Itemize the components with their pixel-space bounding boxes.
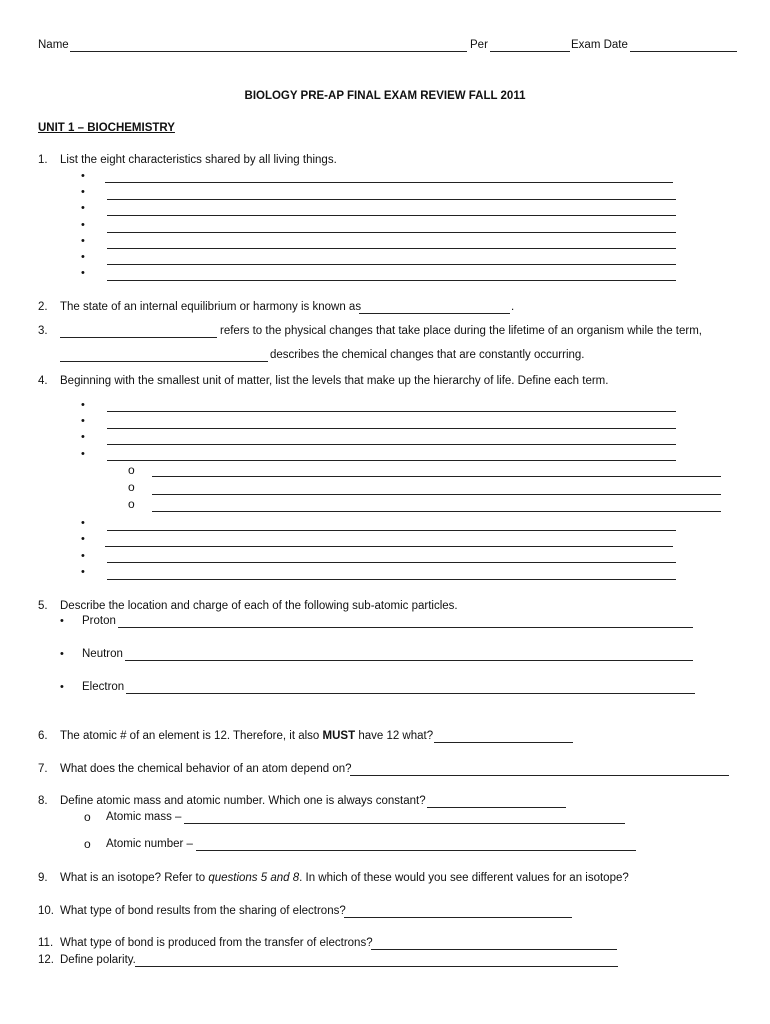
answer-line[interactable]: [105, 182, 673, 183]
bullet: •: [60, 681, 64, 693]
q7-text: What does the chemical behavior of an atom depend on?: [60, 763, 352, 775]
q3-blank-2[interactable]: [60, 361, 268, 362]
q5-text: Describe the location and charge of each of the following sub-atomic particles.: [60, 600, 458, 612]
answer-line[interactable]: [107, 428, 676, 429]
bullet: •: [81, 517, 85, 529]
q9-number: 9.: [38, 872, 48, 884]
q4-number: 4.: [38, 375, 48, 387]
q1-number: 1.: [38, 154, 48, 166]
q8-number: 8.: [38, 795, 48, 807]
answer-line[interactable]: [107, 199, 676, 200]
sub-bullet: o: [128, 480, 135, 494]
bullet: •: [60, 615, 64, 627]
bullet: •: [81, 550, 85, 562]
exam-date-label: Exam Date: [571, 39, 628, 51]
q8-text: Define atomic mass and atomic number. Which one is always constant?: [60, 795, 426, 807]
q6-emphasis: MUST: [322, 730, 356, 742]
per-blank[interactable]: [490, 51, 570, 52]
atomic-mass-blank[interactable]: [184, 823, 625, 824]
atomic-number-label: Atomic number –: [106, 838, 193, 850]
answer-line[interactable]: [107, 280, 676, 281]
q6-text-b: have 12 what?: [358, 730, 434, 742]
q2-number: 2.: [38, 301, 48, 313]
bullet: •: [81, 235, 85, 247]
answer-line[interactable]: [107, 460, 676, 461]
answer-line[interactable]: [107, 444, 676, 445]
bullet: •: [81, 186, 85, 198]
q3-text-a: refers to the physical changes that take place during the lifetime of an organism while the term,: [220, 325, 702, 337]
q4-text: Beginning with the smallest unit of matter, list the levels that make up the hierarchy of life. Define each term.: [60, 375, 609, 387]
atomic-number-blank[interactable]: [196, 850, 636, 851]
q3-text-b: describes the chemical changes that are constantly occurring.: [270, 349, 585, 361]
neutron-label: Neutron: [82, 648, 123, 660]
bullet: •: [60, 648, 64, 660]
q10-blank[interactable]: [344, 917, 572, 918]
name-blank[interactable]: [70, 51, 467, 52]
answer-line[interactable]: [107, 248, 676, 249]
answer-line[interactable]: [107, 579, 676, 580]
unit-heading: UNIT 1 – BIOCHEMISTRY: [38, 122, 175, 134]
bullet: •: [81, 219, 85, 231]
q7-number: 7.: [38, 763, 48, 775]
q2-period: .: [511, 301, 515, 313]
q8-blank[interactable]: [427, 807, 566, 808]
q2-blank[interactable]: [359, 313, 510, 314]
bullet: •: [81, 251, 85, 263]
sub-bullet: o: [128, 463, 135, 477]
q7-blank[interactable]: [350, 775, 729, 776]
bullet: •: [81, 448, 85, 460]
name-label: Name: [38, 39, 69, 51]
answer-line[interactable]: [107, 530, 676, 531]
q11-text: What type of bond is produced from the transfer of electrons?: [60, 937, 373, 949]
sub-bullet: o: [84, 810, 91, 824]
electron-blank[interactable]: [126, 693, 695, 694]
proton-blank[interactable]: [118, 627, 693, 628]
atomic-mass-label: Atomic mass –: [106, 811, 182, 823]
answer-line[interactable]: [107, 215, 676, 216]
page-title: BIOLOGY PRE-AP FINAL EXAM REVIEW FALL 2011: [244, 90, 526, 102]
q12-blank[interactable]: [135, 966, 618, 967]
q9-text-a: What is an isotope? Refer to: [60, 872, 206, 884]
bullet: •: [81, 202, 85, 214]
answer-line[interactable]: [107, 562, 676, 563]
q9-text: [60, 871, 629, 885]
sub-answer-line[interactable]: [152, 494, 721, 495]
q11-number: 11.: [38, 937, 54, 949]
neutron-blank[interactable]: [125, 660, 693, 661]
q12-number: 12.: [38, 954, 54, 966]
bullet: •: [81, 431, 85, 443]
per-label: Per: [470, 39, 488, 51]
q9-reference: questions 5 and 8: [208, 872, 300, 884]
q9-text-b: . In which of these would you see different values for an isotope?: [299, 872, 629, 884]
electron-label: Electron: [82, 681, 125, 693]
q6-text-a: The atomic # of an element is 12. Therefore, it also: [60, 730, 320, 742]
bullet: •: [81, 399, 85, 411]
bullet: •: [81, 533, 85, 545]
answer-line[interactable]: [107, 232, 676, 233]
sub-answer-line[interactable]: [152, 476, 721, 477]
proton-label: Proton: [82, 615, 116, 627]
q12-text: Define polarity.: [60, 954, 136, 966]
q6-text: [60, 729, 433, 743]
sub-bullet: o: [128, 497, 135, 511]
q2-text: The state of an internal equilibrium or harmony is known as: [60, 301, 362, 313]
answer-line[interactable]: [107, 264, 676, 265]
exam-date-blank[interactable]: [630, 51, 737, 52]
q1-text: List the eight characteristics shared by all living things.: [60, 154, 337, 166]
bullet: •: [81, 415, 85, 427]
q3-blank-1[interactable]: [60, 337, 217, 338]
q5-number: 5.: [38, 600, 48, 612]
answer-line[interactable]: [105, 546, 673, 547]
bullet: •: [81, 170, 85, 182]
q6-blank[interactable]: [434, 742, 573, 743]
bullet: •: [81, 267, 85, 279]
q10-number: 10.: [38, 905, 54, 917]
q3-number: 3.: [38, 325, 48, 337]
answer-line[interactable]: [107, 411, 676, 412]
q11-blank[interactable]: [371, 949, 617, 950]
sub-bullet: o: [84, 837, 91, 851]
bullet: •: [81, 566, 85, 578]
q6-number: 6.: [38, 730, 48, 742]
q10-text: What type of bond results from the sharing of electrons?: [60, 905, 346, 917]
sub-answer-line[interactable]: [152, 511, 721, 512]
